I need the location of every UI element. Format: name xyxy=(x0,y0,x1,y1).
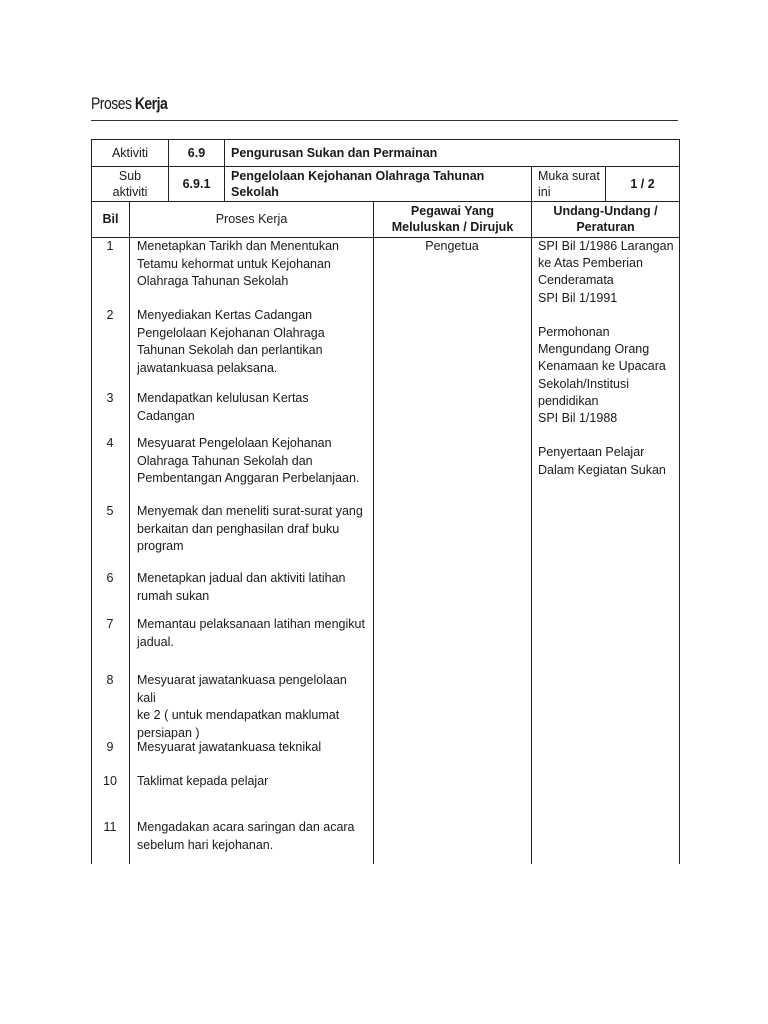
row-process-text xyxy=(137,819,369,854)
row-process-text xyxy=(137,739,369,757)
row-process-line: Pembentangan Anggaran Perbelanjaan. xyxy=(137,471,360,485)
row-number: 11 xyxy=(103,820,117,834)
undang-line: Dalam Kegiatan Sukan xyxy=(538,462,666,477)
undang-line: Sekolah/Institusi xyxy=(538,376,630,391)
undang-line: SPI Bil 1/1988 xyxy=(538,411,618,426)
undang-line: pendidikan xyxy=(538,393,599,408)
column-header-bil: Bil xyxy=(102,212,119,226)
undang-line: SPI Bil 1/1986 Larangan xyxy=(538,239,674,253)
row-number: 6 xyxy=(106,571,114,585)
row-process-line: persiapan ) xyxy=(137,725,200,740)
row-process-line: Olahraga Tahunan Sekolah xyxy=(137,274,289,288)
row-process-line: jadual. xyxy=(137,634,174,649)
row-process-line: ke 2 ( untuk mendapatkan maklumat xyxy=(137,708,340,722)
row-number: 3 xyxy=(106,391,114,405)
row-number: 4 xyxy=(106,436,114,450)
row-process-line: Menetapkan Tarikh dan Menentukan xyxy=(137,239,339,253)
undang-line: SPI Bil 1/1991 xyxy=(538,290,618,305)
undang-line: Permohonan xyxy=(538,325,610,339)
row-number: 5 xyxy=(106,504,114,518)
undang-line: Penyertaan Pelajar xyxy=(538,445,645,460)
row-process-text xyxy=(137,435,369,488)
row-process-text xyxy=(137,570,369,605)
row-process-text xyxy=(137,773,369,791)
row-process-line: Mendapatkan kelulusan Kertas xyxy=(137,391,309,405)
row-process-text xyxy=(137,503,369,556)
page-title xyxy=(91,94,167,114)
sub-aktiviti-label: Sub aktiviti xyxy=(112,169,148,199)
page-number: 1 / 2 xyxy=(630,177,655,191)
column-header-proses: Proses Kerja xyxy=(215,212,288,226)
aktiviti-label: Aktiviti xyxy=(111,146,149,160)
row-number: 1 xyxy=(106,239,114,253)
row-process-line: sebelum hari kejohanan. xyxy=(137,837,274,852)
row-number: 9 xyxy=(106,740,114,754)
row-process-line: Menyediakan Kertas Cadangan xyxy=(137,308,313,322)
row-process-text xyxy=(137,390,369,425)
row-process-line: Mesyuarat Pengelolaan Kejohanan xyxy=(137,436,332,450)
aktiviti-name: Pengurusan Sukan dan Permainan xyxy=(231,146,438,160)
sub-aktiviti-number: 6.9.1 xyxy=(182,177,211,191)
row-process-text xyxy=(137,307,369,377)
undang-line: Cenderamata xyxy=(538,273,614,288)
row-process-line: Taklimat kepada pelajar xyxy=(137,774,269,788)
row-process-text xyxy=(137,238,369,291)
row-process-line: Pengelolaan Kejohanan Olahraga xyxy=(137,325,325,340)
row-process-line: Olahraga Tahunan Sekolah dan xyxy=(137,453,313,468)
row-process-line: Tahunan Sekolah dan perlantikan xyxy=(137,343,323,357)
row-process-line: Mengadakan acara saringan dan acara xyxy=(137,820,355,834)
row-process-line: Menyemak dan meneliti surat-surat yang xyxy=(137,504,363,518)
column-header-undang: Undang-Undang / Peraturan xyxy=(553,204,658,234)
muka-surat-label: Muka surat ini xyxy=(538,169,600,199)
aktiviti-number: 6.9 xyxy=(187,146,206,160)
sub-aktiviti-name: Pengelolaan Kejohanan Olahraga Tahunan Sekolah xyxy=(231,169,485,199)
pegawai-value: Pengetua xyxy=(425,239,479,253)
row-process-line: Memantau pelaksanaan latihan mengikut xyxy=(137,617,365,631)
row-process-text xyxy=(137,672,369,742)
row-process-line: rumah sukan xyxy=(137,588,210,603)
row-process-line: Cadangan xyxy=(137,408,195,423)
row-process-line: Mesyuarat jawatankuasa teknikal xyxy=(137,740,322,754)
row-process-line: Mesyuarat jawatankuasa pengelolaan kali xyxy=(137,673,347,705)
undang-line: ke Atas Pemberian xyxy=(538,256,643,271)
row-process-line: program xyxy=(137,539,184,553)
column-header-pegawai: Pegawai Yang Meluluskan / Dirujuk xyxy=(391,204,514,234)
row-number: 7 xyxy=(106,617,114,631)
page-title-part1: Proses xyxy=(91,94,132,113)
page-title-part2: Kerja xyxy=(134,94,168,113)
undang-line: Kenamaan ke Upacara xyxy=(538,359,666,374)
row-process-text xyxy=(137,616,369,651)
row-number: 8 xyxy=(106,673,114,687)
row-process-line: jawatankuasa pelaksana. xyxy=(137,360,278,375)
row-process-line: Menetapkan jadual dan aktiviti latihan xyxy=(137,571,346,585)
undang-list xyxy=(538,238,678,479)
title-rule xyxy=(91,120,678,121)
undang-line xyxy=(538,307,678,324)
row-process-line: berkaitan dan penghasilan draf buku xyxy=(137,521,340,536)
row-process-line: Tetamu kehormat untuk Kejohanan xyxy=(137,256,331,271)
row-number: 2 xyxy=(106,308,114,322)
undang-line xyxy=(538,427,678,444)
undang-line: Mengundang Orang xyxy=(538,342,650,357)
row-number: 10 xyxy=(103,774,117,788)
